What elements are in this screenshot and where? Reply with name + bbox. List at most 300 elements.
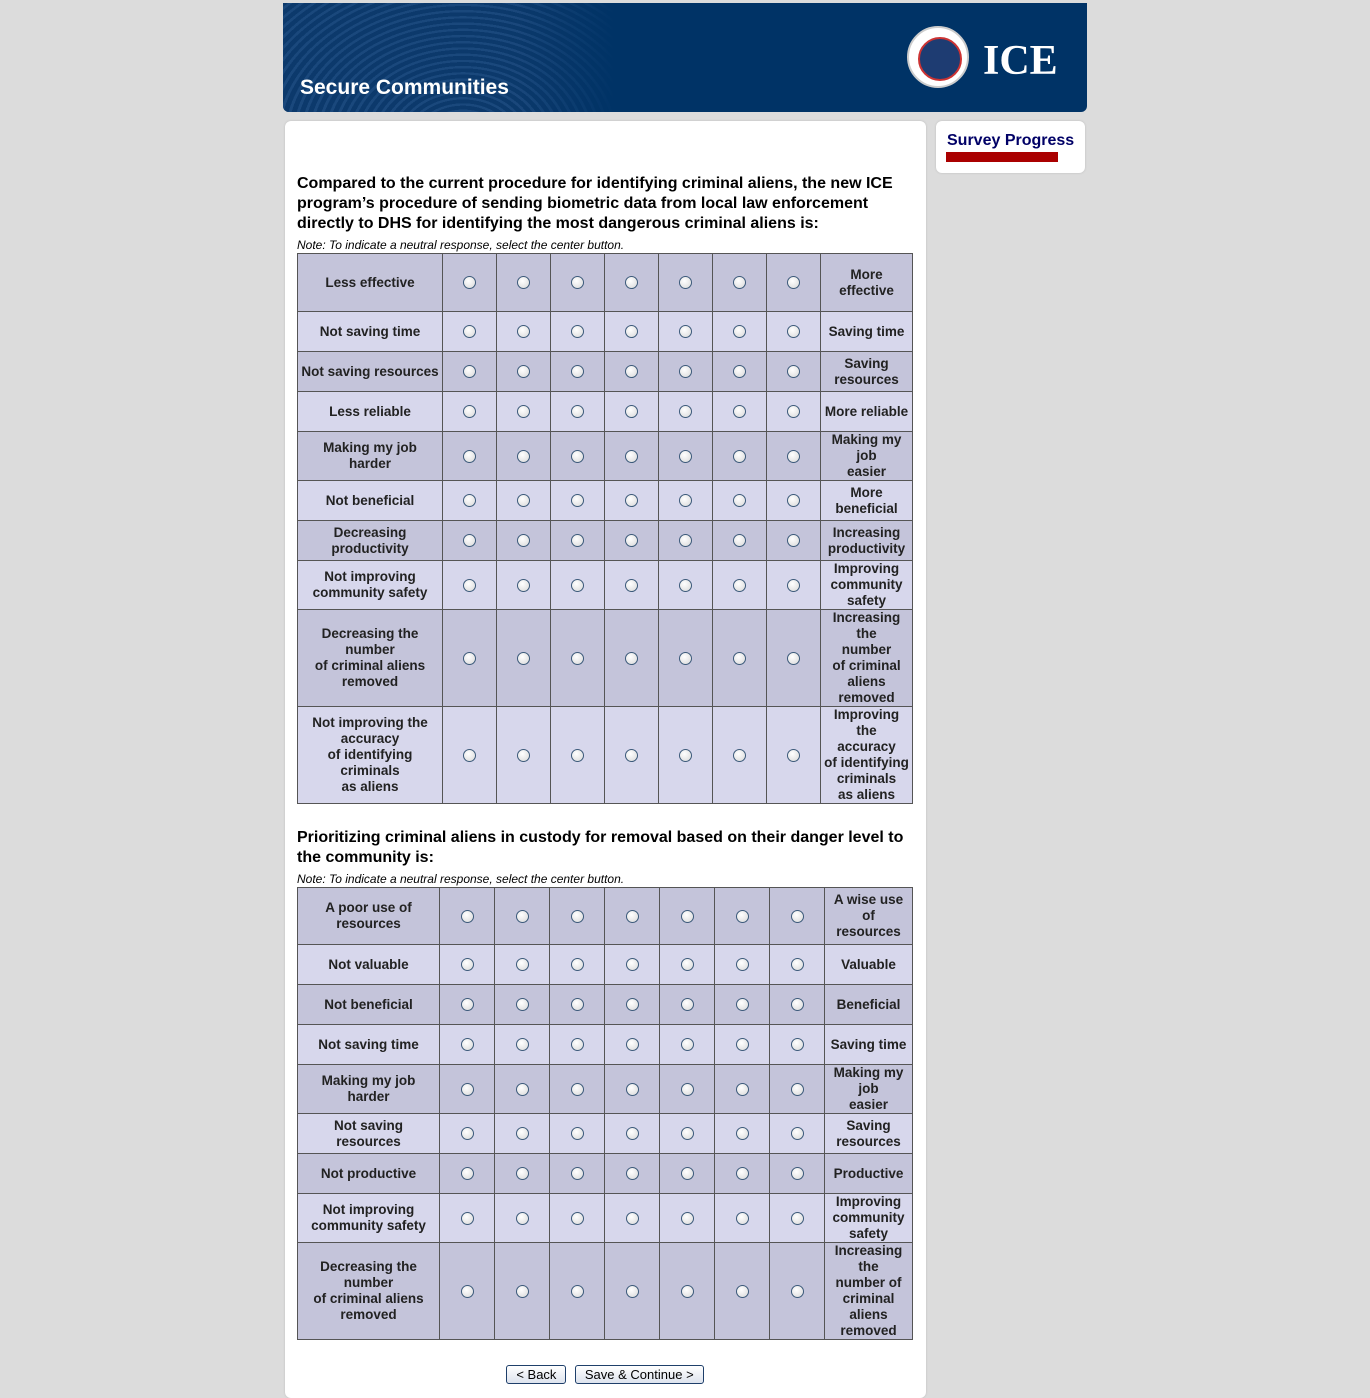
rating-radio-5[interactable] xyxy=(681,998,694,1011)
rating-radio-7[interactable] xyxy=(791,998,804,1011)
rating-cell xyxy=(605,888,660,945)
rating-cell xyxy=(659,392,713,432)
rating-cell xyxy=(495,985,550,1025)
rating-radio-7[interactable] xyxy=(787,652,800,665)
rating-right-label: More effective xyxy=(821,254,913,312)
rating-cell xyxy=(440,1114,495,1154)
rating-cell xyxy=(713,432,767,481)
rating-radio-2[interactable] xyxy=(516,998,529,1011)
survey-progress-label: Survey Progress xyxy=(947,132,1075,149)
rating-radio-7[interactable] xyxy=(791,1285,804,1298)
rating-radio-5[interactable] xyxy=(679,652,692,665)
rating-radio-5[interactable] xyxy=(681,1038,694,1051)
rating-cell xyxy=(550,1154,605,1194)
rating-radio-1[interactable] xyxy=(463,405,476,418)
rating-cell xyxy=(551,481,605,521)
rating-cell xyxy=(660,1065,715,1114)
rating-cell xyxy=(443,610,497,707)
rating-radio-3[interactable] xyxy=(571,1038,584,1051)
rating-cell xyxy=(550,945,605,985)
rating-radio-5[interactable] xyxy=(681,1167,694,1180)
rating-cell xyxy=(497,432,551,481)
rating-cell xyxy=(440,985,495,1025)
survey-form xyxy=(285,121,926,1398)
rating-cell xyxy=(713,481,767,521)
rating-cell xyxy=(767,610,821,707)
rating-radio-1[interactable] xyxy=(463,276,476,289)
rating-left-label: A poor use of resources xyxy=(298,888,440,945)
rating-radio-2[interactable] xyxy=(516,958,529,971)
rating-radio-2[interactable] xyxy=(516,1212,529,1225)
rating-radio-2[interactable] xyxy=(516,1038,529,1051)
rating-radio-1[interactable] xyxy=(461,1127,474,1140)
rating-radio-3[interactable] xyxy=(571,998,584,1011)
rating-radio-3[interactable] xyxy=(571,1212,584,1225)
rating-radio-4[interactable] xyxy=(625,749,638,762)
rating-radio-5[interactable] xyxy=(679,579,692,592)
rating-radio-2[interactable] xyxy=(517,534,530,547)
rating-cell xyxy=(715,1025,770,1065)
rating-cell xyxy=(659,481,713,521)
rating-cell xyxy=(660,1194,715,1243)
rating-radio-7[interactable] xyxy=(791,1127,804,1140)
question-1-note: Note: To indicate a neutral response, select the center button. xyxy=(297,238,625,252)
rating-cell xyxy=(605,1154,660,1194)
rating-radio-5[interactable] xyxy=(679,405,692,418)
rating-radio-7[interactable] xyxy=(791,958,804,971)
rating-radio-4[interactable] xyxy=(625,405,638,418)
rating-cell xyxy=(605,1065,660,1114)
rating-cell xyxy=(767,312,821,352)
rating-right-label: Productive xyxy=(825,1154,913,1194)
rating-cell xyxy=(495,1025,550,1065)
rating-cell xyxy=(605,521,659,561)
rating-cell xyxy=(659,312,713,352)
rating-radio-2[interactable] xyxy=(517,405,530,418)
rating-cell xyxy=(713,707,767,804)
rating-cell xyxy=(495,1154,550,1194)
rating-right-label: More beneficial xyxy=(821,481,913,521)
rating-left-label: Not improving community safety xyxy=(298,561,443,610)
rating-radio-1[interactable] xyxy=(461,910,474,923)
rating-radio-1[interactable] xyxy=(461,1083,474,1096)
rating-radio-4[interactable] xyxy=(625,652,638,665)
rating-radio-1[interactable] xyxy=(463,579,476,592)
rating-radio-2[interactable] xyxy=(517,325,530,338)
rating-cell xyxy=(715,888,770,945)
rating-radio-5[interactable] xyxy=(679,534,692,547)
rating-cell xyxy=(660,888,715,945)
rating-cell xyxy=(660,1114,715,1154)
rating-radio-7[interactable] xyxy=(791,1167,804,1180)
rating-radio-6[interactable] xyxy=(736,1167,749,1180)
rating-radio-4[interactable] xyxy=(625,276,638,289)
rating-row xyxy=(298,1065,913,1114)
rating-cell xyxy=(713,312,767,352)
rating-left-label: Not productive xyxy=(298,1154,440,1194)
rating-radio-6[interactable] xyxy=(733,405,746,418)
rating-radio-3[interactable] xyxy=(571,365,584,378)
rating-cell xyxy=(715,1114,770,1154)
rating-row xyxy=(298,1114,913,1154)
rating-right-label: Saving resources xyxy=(825,1114,913,1154)
question-2-rating-table xyxy=(297,887,913,1340)
rating-right-label: Increasing productivity xyxy=(821,521,913,561)
rating-radio-6[interactable] xyxy=(733,276,746,289)
rating-row xyxy=(298,312,913,352)
rating-radio-7[interactable] xyxy=(791,1083,804,1096)
rating-radio-6[interactable] xyxy=(733,652,746,665)
site-title: Secure Communities xyxy=(300,76,509,99)
rating-cell xyxy=(443,521,497,561)
rating-cell xyxy=(715,985,770,1025)
rating-radio-3[interactable] xyxy=(571,1167,584,1180)
rating-cell xyxy=(767,561,821,610)
rating-cell xyxy=(497,254,551,312)
rating-radio-7[interactable] xyxy=(787,325,800,338)
rating-radio-5[interactable] xyxy=(681,910,694,923)
rating-row xyxy=(298,1154,913,1194)
rating-row xyxy=(298,707,913,804)
rating-row xyxy=(298,254,913,312)
rating-cell xyxy=(715,1154,770,1194)
rating-cell xyxy=(550,888,605,945)
rating-radio-5[interactable] xyxy=(681,958,694,971)
rating-left-label: Not valuable xyxy=(298,945,440,985)
rating-radio-6[interactable] xyxy=(736,1285,749,1298)
rating-radio-4[interactable] xyxy=(625,365,638,378)
rating-left-label: Not beneficial xyxy=(298,985,440,1025)
rating-radio-7[interactable] xyxy=(787,534,800,547)
rating-cell xyxy=(770,1194,825,1243)
rating-radio-2[interactable] xyxy=(517,365,530,378)
rating-radio-2[interactable] xyxy=(516,910,529,923)
rating-cell xyxy=(605,1025,660,1065)
rating-cell xyxy=(605,945,660,985)
rating-radio-4[interactable] xyxy=(626,1212,639,1225)
rating-cell xyxy=(605,481,659,521)
rating-radio-6[interactable] xyxy=(733,534,746,547)
rating-radio-4[interactable] xyxy=(625,450,638,463)
rating-radio-4[interactable] xyxy=(625,494,638,507)
back-button[interactable]: < Back xyxy=(506,1365,566,1384)
rating-cell xyxy=(440,888,495,945)
rating-cell xyxy=(713,521,767,561)
rating-radio-1[interactable] xyxy=(461,1038,474,1051)
rating-radio-4[interactable] xyxy=(626,910,639,923)
rating-radio-1[interactable] xyxy=(463,534,476,547)
rating-radio-3[interactable] xyxy=(571,276,584,289)
rating-row xyxy=(298,985,913,1025)
rating-cell xyxy=(715,945,770,985)
rating-cell xyxy=(715,1194,770,1243)
rating-radio-7[interactable] xyxy=(787,450,800,463)
rating-radio-3[interactable] xyxy=(571,1083,584,1096)
rating-cell xyxy=(715,1243,770,1340)
rating-left-label: Not saving time xyxy=(298,1025,440,1065)
rating-radio-1[interactable] xyxy=(463,749,476,762)
rating-row xyxy=(298,561,913,610)
rating-radio-3[interactable] xyxy=(571,450,584,463)
rating-radio-6[interactable] xyxy=(733,450,746,463)
rating-cell xyxy=(443,312,497,352)
rating-right-label: A wise use of resources xyxy=(825,888,913,945)
rating-cell xyxy=(605,432,659,481)
rating-cell xyxy=(443,254,497,312)
rating-cell xyxy=(440,1065,495,1114)
rating-right-label: Improving the accuracy of identifying criminals as aliens xyxy=(821,707,913,804)
rating-cell xyxy=(440,1243,495,1340)
rating-row xyxy=(298,1243,913,1340)
rating-radio-5[interactable] xyxy=(679,276,692,289)
rating-radio-3[interactable] xyxy=(571,325,584,338)
rating-radio-6[interactable] xyxy=(733,749,746,762)
rating-row xyxy=(298,945,913,985)
rating-left-label: Decreasing the number of criminal aliens removed xyxy=(298,1243,440,1340)
rating-cell xyxy=(495,1114,550,1154)
rating-radio-3[interactable] xyxy=(571,534,584,547)
rating-radio-2[interactable] xyxy=(517,276,530,289)
rating-cell xyxy=(550,1025,605,1065)
rating-left-label: Making my job harder xyxy=(298,1065,440,1114)
rating-right-label: Increasing the number of criminal aliens removed xyxy=(821,610,913,707)
rating-radio-7[interactable] xyxy=(787,365,800,378)
rating-left-label: Not saving time xyxy=(298,312,443,352)
rating-radio-7[interactable] xyxy=(787,405,800,418)
rating-cell xyxy=(770,888,825,945)
rating-radio-4[interactable] xyxy=(625,579,638,592)
rating-cell xyxy=(767,432,821,481)
rating-right-label: Saving time xyxy=(821,312,913,352)
rating-radio-3[interactable] xyxy=(571,749,584,762)
rating-radio-1[interactable] xyxy=(461,998,474,1011)
rating-radio-5[interactable] xyxy=(679,450,692,463)
rating-radio-1[interactable] xyxy=(461,1167,474,1180)
rating-radio-4[interactable] xyxy=(625,325,638,338)
rating-cell xyxy=(767,707,821,804)
rating-cell xyxy=(605,254,659,312)
rating-radio-3[interactable] xyxy=(571,958,584,971)
rating-cell xyxy=(443,432,497,481)
rating-radio-2[interactable] xyxy=(517,652,530,665)
question-2-note: Note: To indicate a neutral response, select the center button. xyxy=(297,872,625,886)
rating-cell xyxy=(605,352,659,392)
rating-cell xyxy=(605,1114,660,1154)
rating-cell xyxy=(605,312,659,352)
rating-cell xyxy=(551,432,605,481)
rating-cell xyxy=(551,561,605,610)
rating-radio-5[interactable] xyxy=(681,1127,694,1140)
rating-cell xyxy=(713,610,767,707)
rating-right-label: Valuable xyxy=(825,945,913,985)
rating-radio-2[interactable] xyxy=(517,450,530,463)
rating-cell xyxy=(605,610,659,707)
rating-row xyxy=(298,888,913,945)
rating-radio-6[interactable] xyxy=(736,1083,749,1096)
rating-cell xyxy=(660,1154,715,1194)
rating-cell xyxy=(551,312,605,352)
rating-radio-7[interactable] xyxy=(791,1212,804,1225)
rating-left-label: Not improving the accuracy of identifying criminals as aliens xyxy=(298,707,443,804)
rating-radio-2[interactable] xyxy=(516,1127,529,1140)
rating-radio-4[interactable] xyxy=(626,998,639,1011)
rating-cell xyxy=(767,352,821,392)
rating-radio-1[interactable] xyxy=(461,958,474,971)
rating-radio-3[interactable] xyxy=(571,1285,584,1298)
rating-cell xyxy=(497,481,551,521)
rating-radio-3[interactable] xyxy=(571,652,584,665)
rating-cell xyxy=(551,707,605,804)
rating-radio-7[interactable] xyxy=(787,276,800,289)
rating-cell xyxy=(770,1243,825,1340)
rating-radio-2[interactable] xyxy=(516,1167,529,1180)
rating-radio-3[interactable] xyxy=(571,579,584,592)
rating-cell xyxy=(443,352,497,392)
rating-cell xyxy=(770,1025,825,1065)
rating-cell xyxy=(443,481,497,521)
rating-cell xyxy=(713,254,767,312)
rating-right-label: Making my job easier xyxy=(821,432,913,481)
rating-left-label: Less effective xyxy=(298,254,443,312)
rating-radio-1[interactable] xyxy=(463,652,476,665)
rating-radio-3[interactable] xyxy=(571,494,584,507)
rating-radio-5[interactable] xyxy=(681,1285,694,1298)
rating-cell xyxy=(715,1065,770,1114)
rating-cell xyxy=(767,481,821,521)
rating-radio-7[interactable] xyxy=(791,910,804,923)
rating-cell xyxy=(550,1114,605,1154)
rating-cell xyxy=(440,1025,495,1065)
rating-cell xyxy=(767,521,821,561)
rating-row xyxy=(298,481,913,521)
rating-cell xyxy=(495,1065,550,1114)
save-continue-button[interactable]: Save & Continue > xyxy=(575,1365,704,1384)
rating-radio-7[interactable] xyxy=(787,749,800,762)
rating-radio-1[interactable] xyxy=(463,325,476,338)
rating-cell xyxy=(550,1194,605,1243)
rating-cell xyxy=(713,352,767,392)
rating-radio-1[interactable] xyxy=(463,450,476,463)
rating-radio-5[interactable] xyxy=(679,365,692,378)
rating-right-label: Increasing the number of criminal aliens removed xyxy=(825,1243,913,1340)
rating-cell xyxy=(767,254,821,312)
rating-row xyxy=(298,521,913,561)
rating-radio-6[interactable] xyxy=(736,1038,749,1051)
rating-radio-6[interactable] xyxy=(736,1127,749,1140)
rating-radio-6[interactable] xyxy=(733,365,746,378)
dhs-seal-icon xyxy=(907,26,969,88)
rating-cell xyxy=(605,392,659,432)
rating-radio-3[interactable] xyxy=(571,1127,584,1140)
rating-radio-1[interactable] xyxy=(461,1285,474,1298)
rating-cell xyxy=(660,985,715,1025)
rating-radio-6[interactable] xyxy=(736,1212,749,1225)
rating-row xyxy=(298,432,913,481)
rating-cell xyxy=(660,1243,715,1340)
rating-row xyxy=(298,1194,913,1243)
site-header xyxy=(283,3,1087,112)
rating-radio-2[interactable] xyxy=(517,579,530,592)
rating-radio-2[interactable] xyxy=(517,749,530,762)
rating-right-label: Beneficial xyxy=(825,985,913,1025)
rating-radio-4[interactable] xyxy=(626,1285,639,1298)
rating-radio-5[interactable] xyxy=(679,325,692,338)
rating-cell xyxy=(659,707,713,804)
rating-cell xyxy=(660,945,715,985)
rating-row xyxy=(298,352,913,392)
rating-radio-2[interactable] xyxy=(516,1083,529,1096)
rating-cell xyxy=(605,561,659,610)
rating-left-label: Less reliable xyxy=(298,392,443,432)
rating-right-label: Saving resources xyxy=(821,352,913,392)
rating-row xyxy=(298,610,913,707)
rating-radio-4[interactable] xyxy=(626,1038,639,1051)
rating-radio-5[interactable] xyxy=(681,1083,694,1096)
rating-cell xyxy=(551,521,605,561)
rating-cell xyxy=(659,432,713,481)
rating-left-label: Not saving resources xyxy=(298,352,443,392)
rating-cell xyxy=(440,945,495,985)
rating-cell xyxy=(550,1065,605,1114)
rating-radio-6[interactable] xyxy=(736,910,749,923)
rating-cell xyxy=(497,312,551,352)
rating-radio-4[interactable] xyxy=(625,534,638,547)
rating-right-label: Improving community safety xyxy=(821,561,913,610)
rating-left-label: Not beneficial xyxy=(298,481,443,521)
rating-left-label: Not saving resources xyxy=(298,1114,440,1154)
rating-radio-3[interactable] xyxy=(571,405,584,418)
rating-radio-5[interactable] xyxy=(681,1212,694,1225)
rating-radio-4[interactable] xyxy=(626,1127,639,1140)
rating-radio-5[interactable] xyxy=(679,749,692,762)
rating-cell xyxy=(550,1243,605,1340)
rating-radio-2[interactable] xyxy=(516,1285,529,1298)
rating-right-label: More reliable xyxy=(821,392,913,432)
rating-cell xyxy=(605,1243,660,1340)
rating-cell xyxy=(440,1194,495,1243)
rating-radio-5[interactable] xyxy=(679,494,692,507)
rating-radio-4[interactable] xyxy=(626,1167,639,1180)
rating-cell xyxy=(495,888,550,945)
rating-radio-4[interactable] xyxy=(626,1083,639,1096)
rating-radio-6[interactable] xyxy=(733,579,746,592)
rating-radio-2[interactable] xyxy=(517,494,530,507)
rating-cell xyxy=(497,610,551,707)
survey-progress-bar xyxy=(946,152,1058,162)
rating-radio-6[interactable] xyxy=(733,325,746,338)
rating-radio-7[interactable] xyxy=(787,579,800,592)
rating-cell xyxy=(659,352,713,392)
rating-cell xyxy=(659,254,713,312)
rating-cell xyxy=(660,1025,715,1065)
rating-radio-1[interactable] xyxy=(463,365,476,378)
rating-radio-6[interactable] xyxy=(733,494,746,507)
rating-radio-3[interactable] xyxy=(571,910,584,923)
rating-cell xyxy=(713,561,767,610)
rating-radio-1[interactable] xyxy=(461,1212,474,1225)
rating-cell xyxy=(495,945,550,985)
rating-radio-7[interactable] xyxy=(787,494,800,507)
rating-radio-1[interactable] xyxy=(463,494,476,507)
rating-cell xyxy=(713,392,767,432)
rating-radio-7[interactable] xyxy=(791,1038,804,1051)
rating-cell xyxy=(443,707,497,804)
rating-cell xyxy=(659,610,713,707)
rating-radio-6[interactable] xyxy=(736,958,749,971)
rating-radio-6[interactable] xyxy=(736,998,749,1011)
rating-radio-4[interactable] xyxy=(626,958,639,971)
agency-logo: ICE xyxy=(983,38,1058,84)
